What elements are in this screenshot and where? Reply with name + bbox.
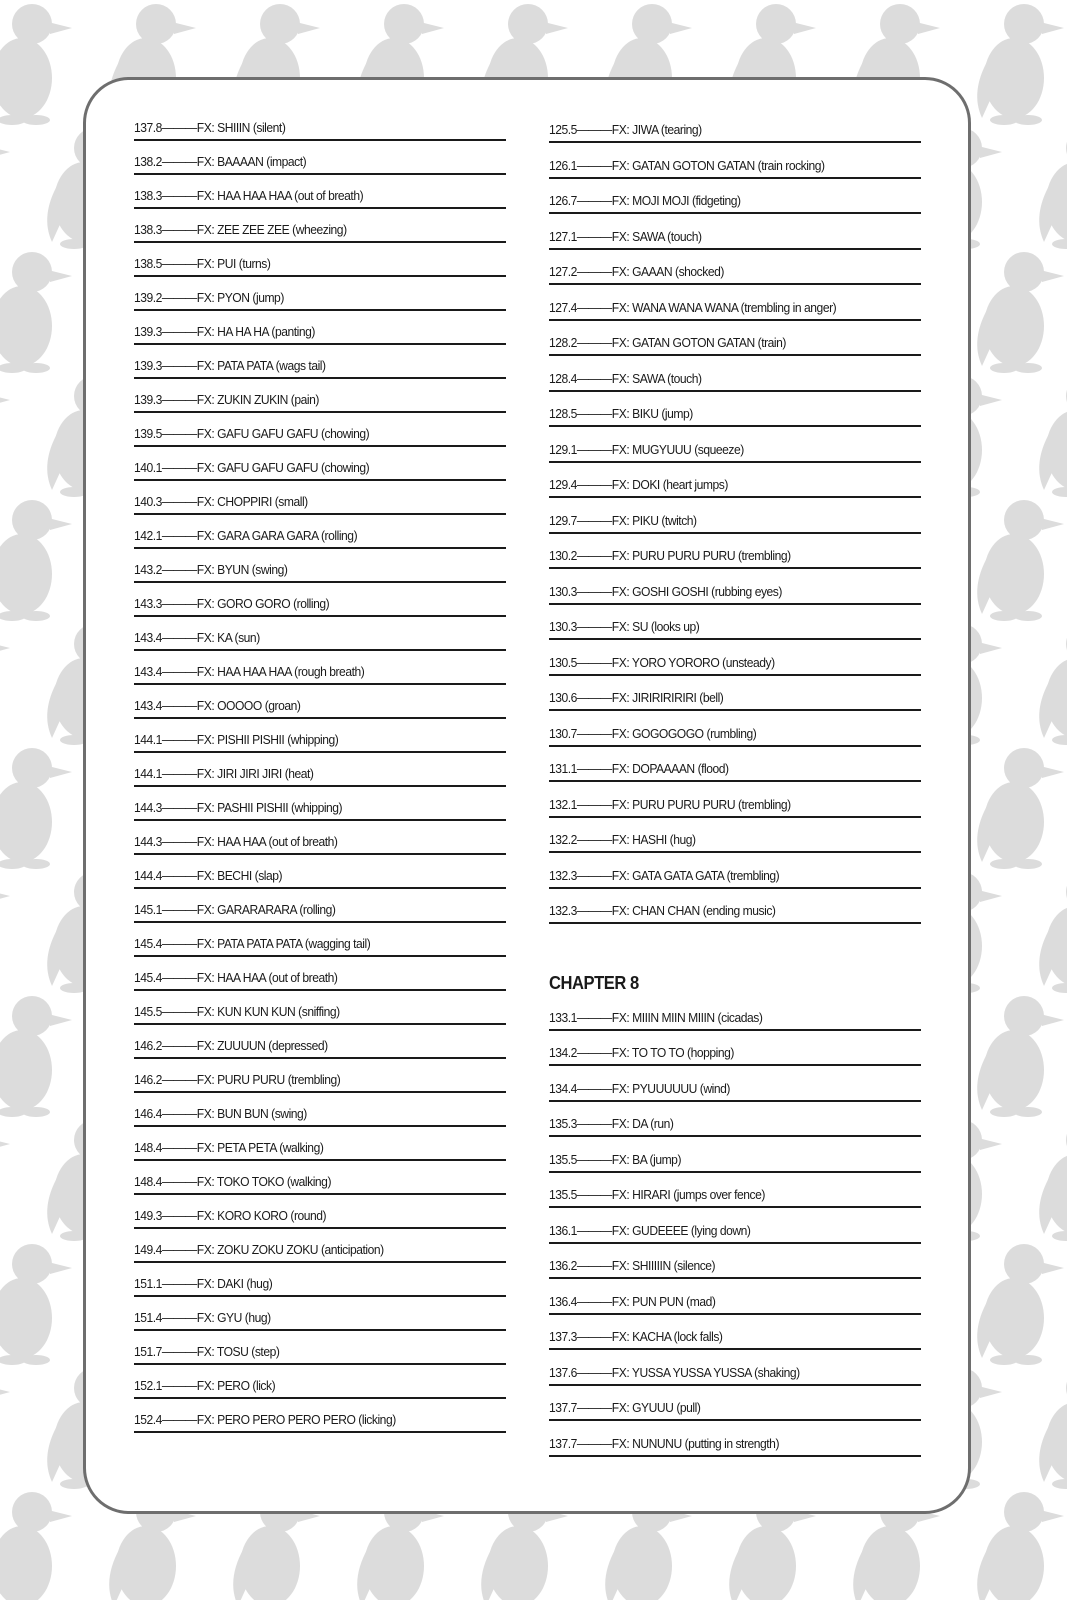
- entry-underline: [549, 674, 921, 676]
- fx-entry: [134, 832, 506, 866]
- fx-entry: [549, 475, 921, 511]
- entry-underline: [134, 309, 506, 311]
- penguin-icon: [0, 1368, 10, 1489]
- entry-underline: [134, 207, 506, 209]
- fx-entry-text: 127.2———FX: GAAAN (shocked): [549, 264, 724, 279]
- penguin-icon: [0, 4, 72, 125]
- fx-entry-text: 130.3———FX: SU (looks up): [549, 619, 700, 634]
- entry-underline: [134, 173, 506, 175]
- fx-entry: [549, 1114, 921, 1150]
- entry-underline: [134, 513, 506, 515]
- fx-entry-text: 145.1———FX: GARARARARA (rolling): [134, 902, 336, 917]
- fx-entry-text: 148.4———FX: PETA PETA (walking): [134, 1140, 324, 1155]
- fx-entry: [134, 1376, 506, 1410]
- fx-entry-text: 143.4———FX: OOOOO (groan): [134, 698, 301, 713]
- entry-underline: [134, 1363, 506, 1365]
- entry-underline: [134, 343, 506, 345]
- fx-entry-text: 134.4———FX: PYUUUUUU (wind): [549, 1080, 730, 1096]
- fx-entry-text: 144.3———FX: HAA HAA (out of breath): [134, 834, 338, 849]
- fx-entry: [134, 730, 506, 764]
- fx-entry-text: 146.2———FX: PURU PURU (trembling): [134, 1072, 341, 1087]
- fx-entry-text: 136.2———FX: SHIIIIIN (silence): [549, 1258, 716, 1273]
- fx-entry-text: 126.7———FX: MOJI MOJI (fidgeting): [549, 193, 741, 208]
- entry-underline: [134, 1431, 506, 1433]
- fx-entry-text: 145.5———FX: KUN KUN KUN (sniffing): [134, 1004, 340, 1019]
- fx-entry-text: 138.5———FX: PUI (turns): [134, 256, 271, 271]
- fx-entry-text: 138.3———FX: ZEE ZEE ZEE (wheezing): [134, 222, 347, 237]
- fx-entry-text: 137.8———FX: SHIIIN (silent): [134, 120, 286, 135]
- entry-underline: [549, 1135, 921, 1137]
- entry-underline: [134, 1159, 506, 1161]
- entry-underline: [134, 649, 506, 651]
- entry-underline: [134, 785, 506, 787]
- entry-underline: [134, 1261, 506, 1263]
- fx-entry-text: 128.5———FX: BIKU (jump): [549, 406, 693, 421]
- fx-entry: [549, 191, 921, 227]
- fx-entry-text: 134.2———FX: TO TO TO (hopping): [549, 1045, 734, 1060]
- fx-entry: [134, 1138, 506, 1172]
- entry-underline: [549, 780, 921, 782]
- entry-underline: [549, 1064, 921, 1066]
- fx-entry-text: 139.3———FX: PATA PATA (wags tail): [134, 358, 326, 373]
- penguin-icon: [977, 252, 1064, 373]
- fx-entry-text: 149.3———FX: KORO KORO (round): [134, 1208, 327, 1223]
- fx-entry: [134, 356, 506, 390]
- fx-entry-text: 135.3———FX: DA (run): [549, 1116, 674, 1131]
- penguin-icon: [977, 1244, 1064, 1365]
- fx-entry: [549, 404, 921, 440]
- fx-entry: [134, 560, 506, 594]
- fx-entry-text: 142.1———FX: GARA GARA GARA (rolling): [134, 528, 358, 543]
- penguin-icon: [977, 4, 1064, 125]
- fx-entry-text: 129.1———FX: MUGYUUU (squeeze): [549, 441, 744, 457]
- fx-entry-text: 133.1———FX: MIIIN MIIN MIIIN (cicadas): [549, 1009, 763, 1025]
- penguin-icon: [1039, 1368, 1067, 1489]
- fx-entry: [134, 594, 506, 628]
- fx-entry-text: 128.4———FX: SAWA (touch): [549, 370, 702, 386]
- entry-underline: [549, 212, 921, 214]
- fx-entry-text: 127.1———FX: SAWA (touch): [549, 228, 702, 244]
- fx-entry-text: 130.7———FX: GOGOGOGO (rumbling): [549, 725, 757, 741]
- entry-underline: [549, 283, 921, 285]
- entry-underline: [549, 1313, 921, 1315]
- entry-underline: [134, 717, 506, 719]
- fx-entry: [549, 369, 921, 405]
- fx-entry: [549, 759, 921, 795]
- penguin-icon: [977, 996, 1064, 1117]
- fx-entry: [549, 156, 921, 192]
- fx-entry: [549, 1079, 921, 1115]
- entry-underline: [549, 248, 921, 250]
- fx-entry-text: 136.1———FX: GUDEEEE (lying down): [549, 1222, 751, 1238]
- fx-entry-text: 143.2———FX: BYUN (swing): [134, 562, 288, 577]
- fx-entry: [134, 798, 506, 832]
- fx-entry-text: 132.3———FX: GATA GATA GATA (trembling): [549, 867, 780, 883]
- fx-entry: [134, 322, 506, 356]
- fx-entry: [134, 1002, 506, 1036]
- fx-entry-text: 139.2———FX: PYON (jump): [134, 290, 284, 305]
- fx-entry: [134, 1274, 506, 1308]
- entry-underline: [549, 532, 921, 534]
- fx-entry-text: 144.1———FX: PISHII PISHII (whipping): [134, 732, 339, 747]
- fx-entry: [134, 1172, 506, 1206]
- fx-entry: [134, 696, 506, 730]
- fx-entry: [549, 120, 921, 156]
- entry-underline: [134, 445, 506, 447]
- fx-entry-text: 135.5———FX: BA (jump): [549, 1151, 682, 1167]
- entry-underline: [134, 275, 506, 277]
- fx-entry: [549, 1150, 921, 1186]
- fx-entry: [549, 298, 921, 334]
- fx-entry-text: 138.3———FX: HAA HAA HAA (out of breath): [134, 188, 364, 203]
- fx-entry-text: 146.2———FX: ZUUUUN (depressed): [134, 1038, 328, 1053]
- fx-entry: [549, 866, 921, 902]
- fx-entry-text: 137.3———FX: KACHA (lock falls): [549, 1329, 723, 1344]
- fx-entry-text: 137.7———FX: NUNUNU (putting in strength): [549, 1435, 780, 1451]
- entry-underline: [549, 851, 921, 853]
- fx-entry-text: 130.3———FX: GOSHI GOSHI (rubbing eyes): [549, 583, 782, 599]
- fx-entry: [134, 764, 506, 798]
- entry-underline: [134, 1125, 506, 1127]
- entry-underline: [549, 1419, 921, 1421]
- penguin-icon: [0, 996, 72, 1117]
- fx-entry: [134, 1036, 506, 1070]
- entry-underline: [549, 1348, 921, 1350]
- fx-entry: [134, 118, 506, 152]
- fx-entry-text: 130.5———FX: YORO YORORO (unsteady): [549, 654, 775, 670]
- fx-entry-text: 148.4———FX: TOKO TOKO (walking): [134, 1174, 332, 1189]
- fx-entry: [134, 424, 506, 458]
- fx-entry: [549, 1185, 921, 1221]
- fx-entry-text: 132.2———FX: HASHI (hug): [549, 832, 696, 847]
- fx-entry-text: 135.5———FX: HIRARI (jumps over fence): [549, 1187, 765, 1202]
- fx-entry: [134, 900, 506, 934]
- entry-underline: [134, 139, 506, 141]
- fx-entry-text: 136.4———FX: PUN PUN (mad): [549, 1293, 716, 1309]
- fx-entry-text: 139.5———FX: GAFU GAFU GAFU (chowing): [134, 426, 370, 441]
- entry-underline: [549, 1277, 921, 1279]
- entry-underline: [134, 1057, 506, 1059]
- fx-entry-text: 126.1———FX: GATAN GOTON GATAN (train rocking): [549, 157, 825, 173]
- entry-underline: [134, 581, 506, 583]
- entry-underline: [134, 853, 506, 855]
- fx-entry: [134, 1206, 506, 1240]
- fx-entry-text: 139.3———FX: ZUKIN ZUKIN (pain): [134, 392, 319, 407]
- fx-entry: [134, 1342, 506, 1376]
- entry-underline: [134, 377, 506, 379]
- fx-entry-text: 132.1———FX: PURU PURU PURU (trembling): [549, 796, 791, 812]
- penguin-icon: [1039, 624, 1067, 745]
- entry-underline: [134, 479, 506, 481]
- fx-entry-text: 127.4———FX: WANA WANA WANA (trembling in anger): [549, 299, 837, 315]
- fx-entry-text: 130.2———FX: PURU PURU PURU (trembling): [549, 548, 791, 563]
- fx-entry: [549, 1363, 921, 1399]
- fx-entry: [549, 227, 921, 263]
- fx-entry: [134, 288, 506, 322]
- entry-underline: [549, 425, 921, 427]
- entry-underline: [549, 567, 921, 569]
- entry-underline: [549, 816, 921, 818]
- penguin-icon: [977, 748, 1064, 869]
- fx-entry: [134, 254, 506, 288]
- entry-underline: [549, 603, 921, 605]
- fx-entry: [549, 653, 921, 689]
- penguin-icon: [0, 128, 10, 249]
- fx-entry-text: 137.6———FX: YUSSA YUSSA YUSSA (shaking): [549, 1364, 800, 1380]
- penguin-icon: [977, 500, 1064, 621]
- entry-underline: [134, 1023, 506, 1025]
- fx-entry: [134, 1240, 506, 1274]
- fx-entry: [134, 492, 506, 526]
- fx-entry: [549, 1256, 921, 1292]
- fx-list-chapter-7: [549, 120, 921, 937]
- penguin-icon: [0, 1244, 72, 1365]
- penguin-icon: [977, 1492, 1064, 1600]
- fx-entry-text: 152.1———FX: PERO (lick): [134, 1378, 276, 1393]
- entry-underline: [134, 819, 506, 821]
- fx-entry: [549, 1327, 921, 1363]
- penguin-icon: [0, 748, 72, 869]
- entry-underline: [549, 461, 921, 463]
- fx-entry-text: 125.5———FX: JIWA (tearing): [549, 122, 702, 137]
- penguin-icon: [0, 872, 10, 993]
- entry-underline: [549, 1242, 921, 1244]
- fx-entry: [549, 546, 921, 582]
- penguin-icon: [1039, 872, 1067, 993]
- penguin-icon: [1039, 128, 1067, 249]
- fx-entry: [549, 1434, 921, 1470]
- fx-entry-text: 132.3———FX: CHAN CHAN (ending music): [549, 903, 776, 918]
- fx-entry: [134, 968, 506, 1002]
- entry-underline: [549, 638, 921, 640]
- entry-underline: [134, 1091, 506, 1093]
- fx-entry: [549, 1398, 921, 1434]
- fx-entry-text: 144.1———FX: JIRI JIRI JIRI (heat): [134, 766, 314, 781]
- fx-entry-text: 144.4———FX: BECHI (slap): [134, 868, 283, 883]
- penguin-icon: [1039, 376, 1067, 497]
- entry-underline: [549, 390, 921, 392]
- fx-list-chapter-8: [549, 1008, 921, 1470]
- entry-underline: [549, 745, 921, 747]
- fx-entry-text: 143.4———FX: HAA HAA HAA (rough breath): [134, 664, 365, 679]
- entry-underline: [549, 319, 921, 321]
- fx-entry-text: 152.4———FX: PERO PERO PERO PERO (licking): [134, 1412, 396, 1427]
- fx-entry: [549, 901, 921, 937]
- fx-entry: [134, 662, 506, 696]
- entry-underline: [134, 751, 506, 753]
- fx-entry: [134, 1104, 506, 1138]
- fx-entry-text: 137.7———FX: GYUUU (pull): [549, 1400, 701, 1415]
- fx-entry-text: 146.4———FX: BUN BUN (swing): [134, 1106, 307, 1121]
- fx-entry: [134, 628, 506, 662]
- penguin-icon: [0, 376, 10, 497]
- fx-entry: [549, 795, 921, 831]
- fx-entry-text: 129.7———FX: PIKU (twitch): [549, 512, 697, 528]
- fx-entry-text: 129.4———FX: DOKI (heart jumps): [549, 477, 728, 492]
- fx-entry: [134, 1410, 506, 1444]
- fx-entry-text: 131.1———FX: DOPAAAAN (flood): [549, 761, 729, 776]
- fx-entry-text: 145.4———FX: HAA HAA (out of breath): [134, 970, 338, 985]
- fx-entry-text: 130.6———FX: JIRIRIRIRIRI (bell): [549, 690, 724, 705]
- entry-underline: [134, 887, 506, 889]
- fx-entry: [549, 333, 921, 369]
- fx-entry-text: 151.1———FX: DAKI (hug): [134, 1276, 273, 1291]
- fx-entry: [549, 440, 921, 476]
- entry-underline: [134, 1329, 506, 1331]
- fx-column-left: [134, 118, 506, 1444]
- fx-entry: [549, 617, 921, 653]
- fx-entry-text: 140.3———FX: CHOPPIRI (small): [134, 494, 308, 509]
- fx-entry: [134, 934, 506, 968]
- entry-underline: [134, 1227, 506, 1229]
- entry-underline: [549, 1384, 921, 1386]
- entry-underline: [134, 547, 506, 549]
- entry-underline: [549, 177, 921, 179]
- fx-entry-text: 138.2———FX: BAAAAN (impact): [134, 154, 307, 169]
- fx-entry-text: 140.1———FX: GAFU GAFU GAFU (chowing): [134, 460, 370, 475]
- entry-underline: [134, 1295, 506, 1297]
- entry-underline: [549, 1206, 921, 1208]
- entry-underline: [549, 354, 921, 356]
- entry-underline: [549, 922, 921, 924]
- fx-entry: [134, 390, 506, 424]
- fx-entry: [549, 511, 921, 547]
- fx-column-right: [549, 120, 921, 1469]
- penguin-icon: [0, 1120, 10, 1241]
- fx-entry-text: 149.4———FX: ZOKU ZOKU ZOKU (anticipation): [134, 1242, 384, 1257]
- fx-entry: [134, 220, 506, 254]
- fx-entry: [134, 152, 506, 186]
- fx-entry-text: 139.3———FX: HA HA HA (panting): [134, 324, 315, 339]
- entry-underline: [549, 1100, 921, 1102]
- entry-underline: [549, 496, 921, 498]
- entry-underline: [134, 989, 506, 991]
- entry-underline: [549, 1455, 921, 1457]
- fx-entry: [549, 1221, 921, 1257]
- fx-entry: [549, 830, 921, 866]
- fx-entry: [134, 526, 506, 560]
- entry-underline: [134, 921, 506, 923]
- fx-entry-text: 143.3———FX: GORO GORO (rolling): [134, 596, 330, 611]
- fx-entry-text: 151.7———FX: TOSU (step): [134, 1344, 280, 1359]
- fx-entry: [549, 1043, 921, 1079]
- fx-entry: [549, 262, 921, 298]
- fx-entry-text: 128.2———FX: GATAN GOTON GATAN (train): [549, 335, 786, 350]
- penguin-icon: [0, 1492, 72, 1600]
- penguin-icon: [0, 500, 72, 621]
- penguin-icon: [0, 624, 10, 745]
- entry-underline: [134, 955, 506, 957]
- fx-entry: [134, 1070, 506, 1104]
- entry-underline: [549, 1029, 921, 1031]
- entry-underline: [134, 241, 506, 243]
- fx-entry: [549, 688, 921, 724]
- fx-entry: [134, 458, 506, 492]
- penguin-icon: [1039, 1120, 1067, 1241]
- fx-entry-text: 144.3———FX: PASHII PISHII (whipping): [134, 800, 343, 815]
- fx-entry: [134, 1308, 506, 1342]
- penguin-icon: [0, 252, 72, 373]
- entry-underline: [134, 615, 506, 617]
- entry-underline: [549, 1171, 921, 1173]
- fx-entry-text: 151.4———FX: GYU (hug): [134, 1310, 271, 1325]
- fx-entry: [549, 1292, 921, 1328]
- fx-entry: [134, 866, 506, 900]
- fx-entry: [549, 582, 921, 618]
- chapter-heading: CHAPTER 8: [549, 972, 639, 993]
- entry-underline: [134, 1397, 506, 1399]
- fx-entry: [549, 724, 921, 760]
- entry-underline: [549, 141, 921, 143]
- entry-underline: [134, 1193, 506, 1195]
- entry-underline: [134, 683, 506, 685]
- fx-entry: [549, 1008, 921, 1044]
- fx-entry-text: 143.4———FX: KA (sun): [134, 630, 260, 645]
- fx-entry-text: 145.4———FX: PATA PATA PATA (wagging tail): [134, 936, 371, 951]
- fx-entry: [134, 186, 506, 220]
- entry-underline: [134, 411, 506, 413]
- entry-underline: [549, 887, 921, 889]
- entry-underline: [549, 709, 921, 711]
